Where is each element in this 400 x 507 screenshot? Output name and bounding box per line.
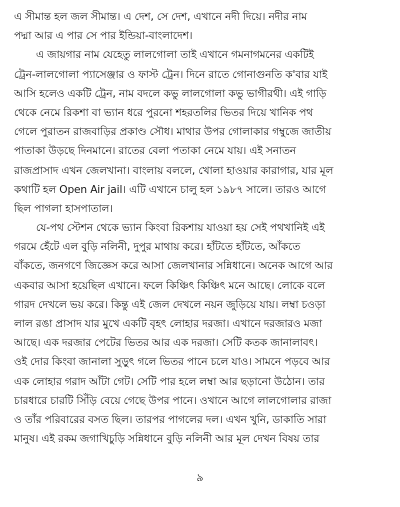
- text-line: পদ্মা আর এ পার সে পার ইন্ডিয়া-বাংলাদেশ।: [14, 30, 193, 43]
- page-number: ৯: [196, 471, 204, 484]
- text-line: এক লোহার গরাদ আঁটা গেট। সেটি পার হলে লম্বা আর ছড়ানো উঠোন। তার: [14, 375, 325, 388]
- text-line: মানুষ। এই রকম জগাখিচুড়ি সন্নিধানে বুড়ি নলিনী আর মূল দেখন বিষয় তার: [14, 433, 320, 446]
- text-line: ছিল পাগলা হাসপাতাল।: [14, 202, 113, 215]
- text-line: ও তাঁর পরিবারের বসত ছিল। তারপর পাগলের দল। এখন খুনি, ডাকাতি সারা: [14, 413, 327, 426]
- text-line: থেকে নেমে রিকশা বা ভ্যান ধরে পুরনো শহরতলির ভিতর দিয়ে খানিক পথ: [14, 106, 313, 119]
- text-body: [14, 8, 386, 449]
- text-line: একবার আসা হয়েছিল এখানে। ফলে কিঞ্চিৎ কিঞ্চিৎ মনে আছে। লোকে বলে: [14, 279, 326, 292]
- paragraph: [14, 8, 386, 46]
- paragraph: [14, 46, 386, 219]
- text-line: এ সীমান্ত হল জল সীমান্ত। এ দেশ, সে দেশ, এখানে নদী দিয়ে। নদীর নাম: [14, 11, 307, 23]
- text-line: ট্রেন-লালগোলা প্যাসেঞ্জার ও ফাস্ট ট্রেন। দিনে রাতে গোনাগুনতি ক'বার যাই: [14, 68, 328, 81]
- text-line: লাল রঙা প্রাসাদ যার মুখে একটি বৃহৎ লোহার দরজা। এখানে দরজারও মজা: [14, 318, 323, 330]
- text-line: কথাটি হল Open Air jail। এটি এখানে চালু হল ১৯৮৭ সালে। তারও আগে: [14, 183, 326, 196]
- text-line: গেলে পুরাতন রাজবাড়ির প্রকাণ্ড সৌধ। মাথার উপর গোলাকার গম্বুজে জাতীয়: [14, 126, 332, 139]
- text-line: চারধারে চারটি সিঁড়ি বেয়ে গেছে উপর পানে। ওখানে আগে লালগোলার রাজা: [14, 394, 332, 407]
- text-line: বাঁকতে, জনগণে জিজ্ঞেস করে আসা জেলখানার সন্নিধানে। অনেক আগে আর: [14, 260, 333, 273]
- text-line: গারদ দেখলে ভয় করে। কিন্তু এই জেল দেখলে নয়ন জুড়িয়ে যায়। লম্বা চওড়া: [14, 298, 326, 311]
- text-line: ওই দোর কিংবা জানালা সুড়ুৎ গলে ভিতর পানে চলে যাও। সামনে পড়বে আর: [14, 356, 330, 369]
- text-line: যে-পথ স্টেশন থেকে ভ্যান কিংবা রিকশায় যাওয়া হয় সেই পথখানিই এই: [36, 222, 325, 235]
- text-line: আছে। এক দরজার পেটের ভিতর আর এক দরজা। সেটি কতক জানালাবৎ।: [14, 337, 318, 350]
- text-line: আসি হলেও একটি ট্রেন, নাম বদলে কভু লালগোলা কভু ভাগীরথী। এই গাড়ি: [14, 87, 327, 100]
- text-line: গরমে হেঁটে এল বুড়ি নলিনী, দুপুর মাথায় করে। হাঁটতে হাঁটতে, আঁকতে: [14, 241, 301, 254]
- text-line: পাতাকা উড়ছে দিনমানে। রাতের বেলা পতাকা নেমে যায়। এই সনাতন: [14, 145, 296, 158]
- text-line: রাজপ্রাসাদ এখন জেলখানা। বাংলায় বললে, খোলা হাওয়ার কারাগার, যার মূল: [14, 164, 334, 177]
- text-line: এ জায়গার নাম যেহেতু লালগোলা তাই এখানে গমনাগমনের একটিই: [36, 49, 314, 62]
- paragraph: [14, 219, 386, 449]
